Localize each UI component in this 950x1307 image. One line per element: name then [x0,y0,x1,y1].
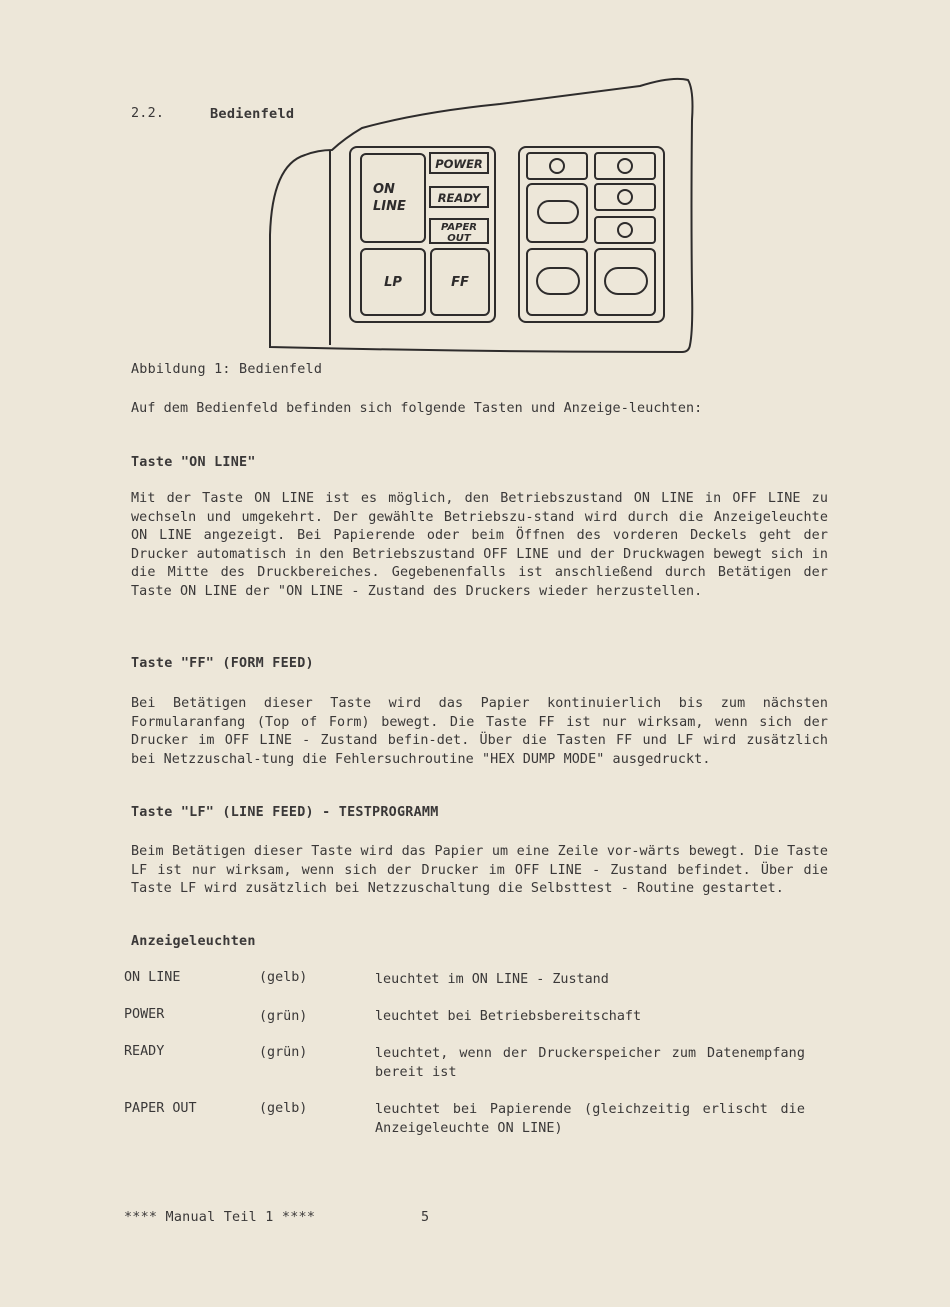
power-lamp-label: POWER [435,157,483,171]
ff-key-label: FF [451,275,469,290]
lf-heading: Taste "LF" (LINE FEED) - TESTPROGRAMM [131,805,439,820]
online-key [361,154,425,242]
lp-key-label: LP [384,275,402,290]
ff-text: Bei Betätigen dieser Taste wird das Papier kontinuierlich bis zum nächsten Formularanfang (Top of Form) bewegt. Die Taste FF ist nur wirksam, wenn sich der Drucker im OFF LINE - Zustand befin-det. Über die Tasten FF und LF wird zusätzlich bei Netzzuschal-tung die Fehlersuchroutine "HEX DUMP MODE" ausgedruckt. [131,696,828,767]
indicator-color: (grün) [259,1045,308,1060]
right-key-bottom-left [527,249,587,315]
indicator-color: (gelb) [259,1101,308,1116]
online-key-label-line1: ON [373,182,395,197]
intro-text: Auf dem Bedienfeld befinden sich folgende Tasten und Anzeige-leuchten: [131,401,703,416]
paper-out-lamp-label-line2: OUT [447,233,471,244]
power-lamp [430,153,488,173]
indicator-desc: leuchtet bei Papierende (gleichzeitig erlischt die Anzeigeleuchte ON LINE) [375,1102,805,1136]
lp-key [361,249,425,315]
indicator-desc: leuchtet im ON LINE - Zustand [375,972,609,987]
online-heading: Taste "ON LINE" [131,455,256,470]
lf-text: Beim Betätigen dieser Taste wird das Papier um eine Zeile vor-wärts bewegt. Die Taste LF ist nur wirksam, wenn sich der Drucker im OFF LINE - Zustand befindet. Über die Taste LF wird zusätzlich bei Netzzuschaltung die Selbsttest - Routine gestartet. [131,844,828,897]
section-title: Bedienfeld [210,106,295,122]
indicator-name: POWER [124,1007,165,1022]
indicator-color: (grün) [259,1009,308,1024]
indicator-name: READY [124,1044,165,1059]
ready-lamp-label: READY [437,191,481,205]
section-number: 2.2. [131,106,165,121]
right-lamp-top-right [595,153,655,179]
figure-caption: Abbildung 1: Bedienfeld [131,362,323,377]
indicator-color: (gelb) [259,970,308,985]
online-key-label-line2: LINE [373,199,406,214]
indicator-desc: leuchtet bei Betriebsbereitschaft [375,1009,642,1024]
indicators-heading: Anzeigeleuchten [131,934,256,949]
right-key-middle-left [527,184,587,242]
paper-out-lamp-label-line1: PAPER [440,222,478,233]
indicator-name: ON LINE [124,970,181,985]
right-lamp-lower [595,217,655,243]
ready-lamp [430,187,488,207]
indicator-name: PAPER OUT [124,1101,197,1116]
paper-out-lamp [430,219,488,244]
page-number: 5 [421,1210,430,1225]
ff-heading: Taste "FF" (FORM FEED) [131,656,314,671]
right-lamp-top-left [527,153,587,179]
online-text: Mit der Taste ON LINE ist es möglich, den Betriebszustand ON LINE in OFF LINE zu wechseln und umgekehrt. Der gewählte Betriebszu-stand wird durch die Anzeigeleuchte ON LINE angezeigt. Bei Papierende oder beim Öffnen des vorderen Deckels geht der Drucker automatisch in den Betriebszustand OFF LINE und der Druckwagen bewegt sich in die Mitte des Druckbereiches. Gegebenenfalls ist anschließend durch Betätigen der Taste ON LINE der "ON LINE - Zustand des Druckers wieder herzustellen. [131,491,828,599]
right-key-bottom-right [595,249,655,315]
indicator-desc: leuchtet, wenn der Druckerspeicher zum Datenempfang bereit ist [375,1046,805,1080]
right-lamp-middle [595,184,655,210]
control-panel-figure [0,0,950,360]
footer-text: **** Manual Teil 1 **** [124,1210,316,1225]
ff-key [431,249,489,315]
